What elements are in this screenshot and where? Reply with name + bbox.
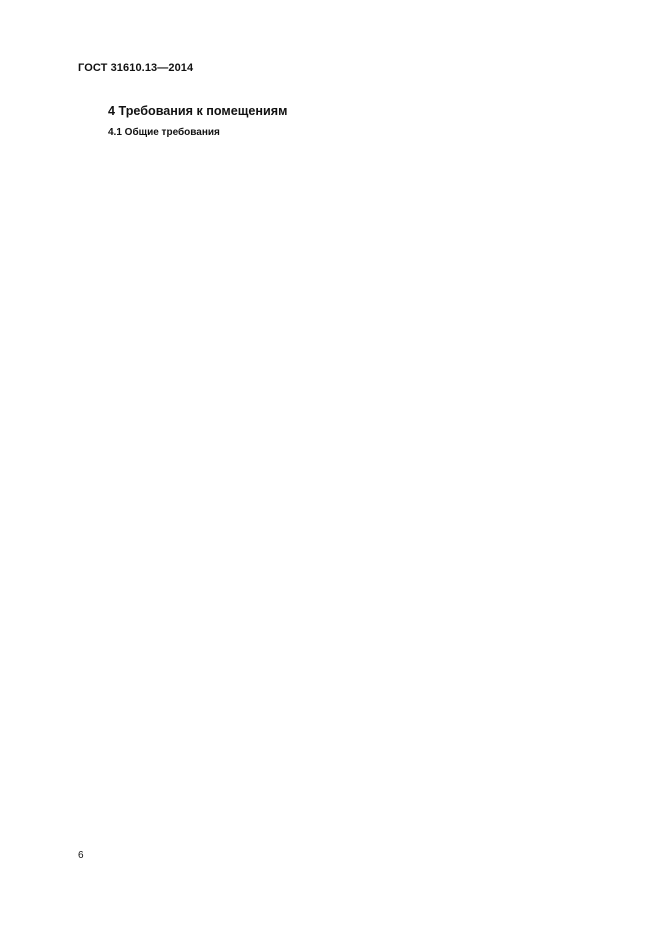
page-number: 6	[78, 850, 84, 861]
section-heading: 4 Требования к помещениям	[108, 104, 288, 118]
document-header: ГОСТ 31610.13—2014	[78, 62, 194, 74]
subsection-heading: 4.1 Общие требования	[108, 126, 220, 138]
document-body	[78, 92, 616, 145]
